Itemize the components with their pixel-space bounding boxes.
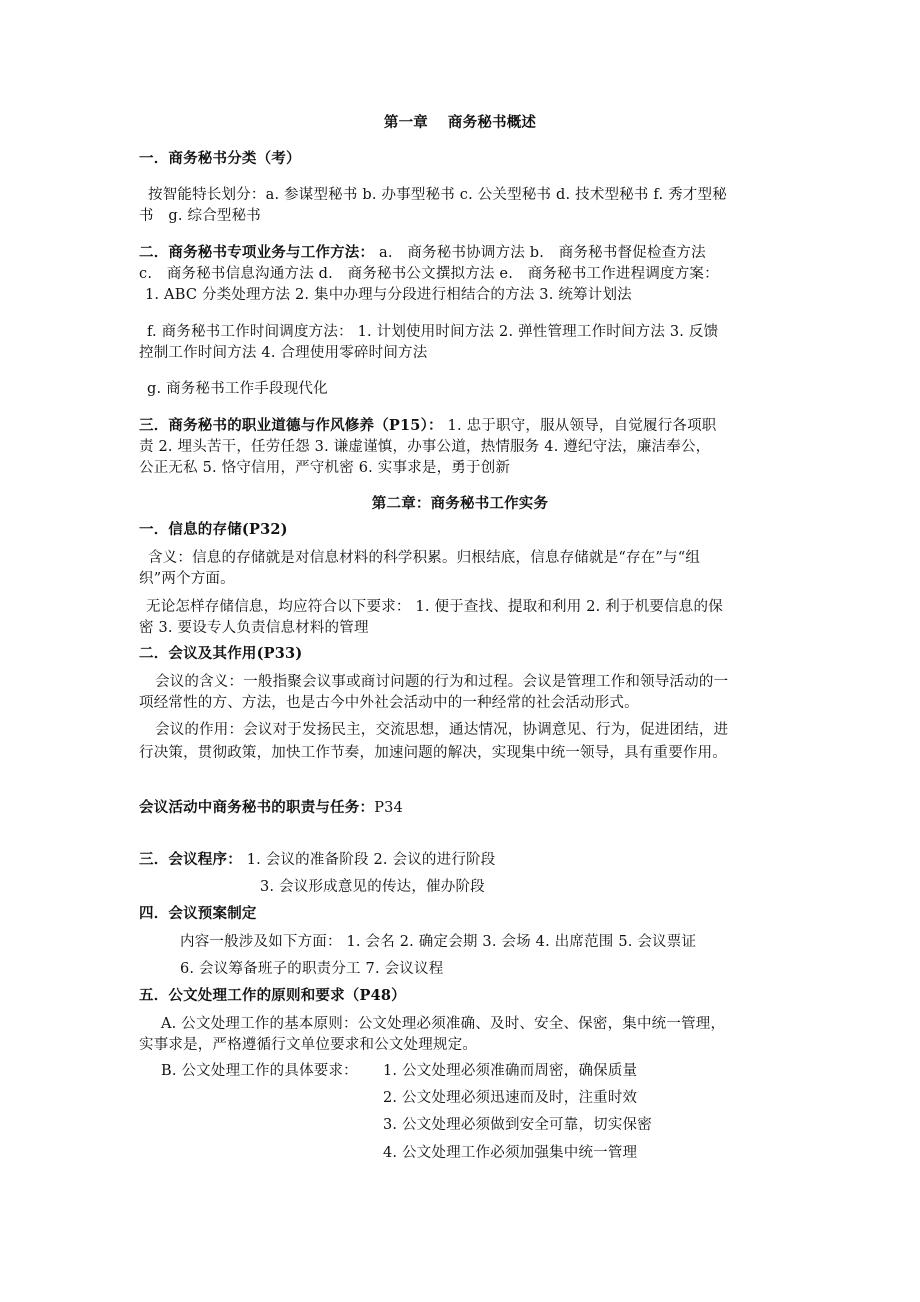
chapter1-title: 第一章 商务秘书概述	[383, 114, 537, 131]
ch2-section4-line2: 6. 会议筹备班子的职责分工 7. 会议议程	[180, 961, 444, 977]
ch2-section4-line1: 内容一般涉及如下方面： 1. 会名 2. 确定会期 3. 会场 4. 出席范围 5. 会议票证	[180, 934, 697, 950]
ch2-section5-b-item1: 1. 公文处理必须准确而周密，确保质量	[383, 1063, 638, 1079]
section2-g-line: g. 商务秘书工作手段现代化	[147, 381, 328, 397]
section2-line3: 1. ABC 分类处理方法 2. 集中办理与分段进行相结合的方法 3. 统筹计划法	[145, 287, 632, 303]
section3-heading: 三．商务秘书的职业道德与作风修养（P15）：	[139, 417, 443, 434]
section2-line1-rest: a. 商务秘书协调方法 b. 商务秘书督促检查方法	[379, 245, 706, 261]
ch2-section3-heading: 三．会议程序：	[139, 851, 242, 868]
chapter2-title: 第二章：商务秘书工作实务	[371, 495, 549, 512]
ch2-section2-p1-line2: 项经常性的方、方法，也是古今中外社会活动中的一种经常的社会活动形式。	[139, 695, 639, 711]
ch2-section5-a-line1: A. 公文处理工作的基本原则：公文处理必须准确、及时、安全、保密，集中统一管理，	[161, 1016, 726, 1032]
ch2-section5-b-item2: 2. 公文处理必须迅速而及时，注重时效	[383, 1090, 638, 1106]
section2-line1	[139, 243, 706, 263]
ch2-section1-p2-line2: 密 3. 要设专人负责信息材料的管理	[139, 620, 369, 636]
meeting-duties-page: P34	[374, 800, 404, 816]
section2-f-line1: f. 商务秘书工作时间调度方法： 1. 计划使用时间方法 2. 弹性管理工作时间方法 3. 反馈	[147, 324, 719, 340]
section3-line3: 公正无私 5. 恪守信用，严守机密 6. 实事求是，勇于创新	[139, 460, 511, 476]
ch2-section3-line1	[139, 850, 495, 870]
ch2-section1-p2-line1: 无论怎样存储信息，均应符合以下要求： 1. 便于查找、提取和利用 2. 利于机要信息的保	[146, 599, 723, 615]
section2-line2: c. 商务秘书信息沟通方法 d. 商务秘书公文撰拟方法 e. 商务秘书工作进程调度方案：	[139, 266, 719, 282]
section1-line2: 书 g. 综合型秘书	[139, 208, 261, 224]
ch2-section2-heading: 二．会议及其作用(P33)	[139, 645, 303, 662]
ch2-section5-b-label: B. 公文处理工作的具体要求：	[161, 1063, 358, 1079]
ch2-section1-p1-line1: 含义：信息的存储就是对信息材料的科学积累。归根结底，信息存储就是“存在”与“组	[148, 550, 701, 566]
ch2-section1-heading: 一．信息的存储(P32)	[139, 521, 288, 538]
ch2-section2-p2-line1: 会议的作用：会议对于发扬民主，交流思想，通达情况，协调意见、行为，促进团结，进	[155, 722, 729, 738]
section3-line2: 责 2. 埋头苦干，任劳任怨 3. 谦虚谨慎，办事公道，热情服务 4. 遵纪守法，廉洁奉公，	[139, 439, 711, 455]
meeting-duties-label: 会议活动中商务秘书的职责与任务：	[139, 799, 375, 816]
section1-heading: 一．商务秘书分类（考）	[139, 150, 301, 167]
ch2-section3-line2: 3. 会议形成意见的传达，催办阶段	[260, 879, 485, 895]
ch2-section2-p2-line2: 行决策，贯彻政策，加快工作节奏，加速问题的解决，实现集中统一领导，具有重要作用。	[139, 745, 727, 761]
ch2-section4-heading: 四．会议预案制定	[139, 905, 257, 922]
meeting-duties-line	[139, 798, 403, 818]
ch2-section3-line1-rest: 1. 会议的准备阶段 2. 会议的进行阶段	[246, 852, 496, 868]
ch2-section2-p1-line1: 会议的含义：一般指聚会议事或商讨问题的行为和过程。会议是管理工作和领导活动的一	[155, 674, 729, 690]
section2-heading: 二．商务秘书专项业务与工作方法：	[139, 244, 375, 261]
section2-f-line2: 控制工作时间方法 4. 合理使用零碎时间方法	[139, 345, 428, 361]
section3-line1-rest: 1. 忠于职守，服从领导，自觉履行各项职	[447, 418, 717, 434]
section1-line1: 按智能特长划分：a. 参谋型秘书 b. 办事型秘书 c. 公关型秘书 d. 技术型秘书 f. 秀才型秘	[148, 187, 727, 203]
ch2-section5-b-item3: 3. 公文处理必须做到安全可靠，切实保密	[383, 1117, 652, 1133]
section3-line1	[139, 416, 717, 436]
ch2-section5-b-item4: 4. 公文处理工作必须加强集中统一管理	[383, 1145, 638, 1161]
ch2-section1-p1-line2: 织”两个方面。	[139, 571, 235, 587]
ch2-section5-a-line2: 实事求是，严格遵循行文单位要求和公文处理规定。	[139, 1037, 478, 1053]
ch2-section5-heading: 五．公文处理工作的原则和要求（P48）	[139, 987, 406, 1004]
